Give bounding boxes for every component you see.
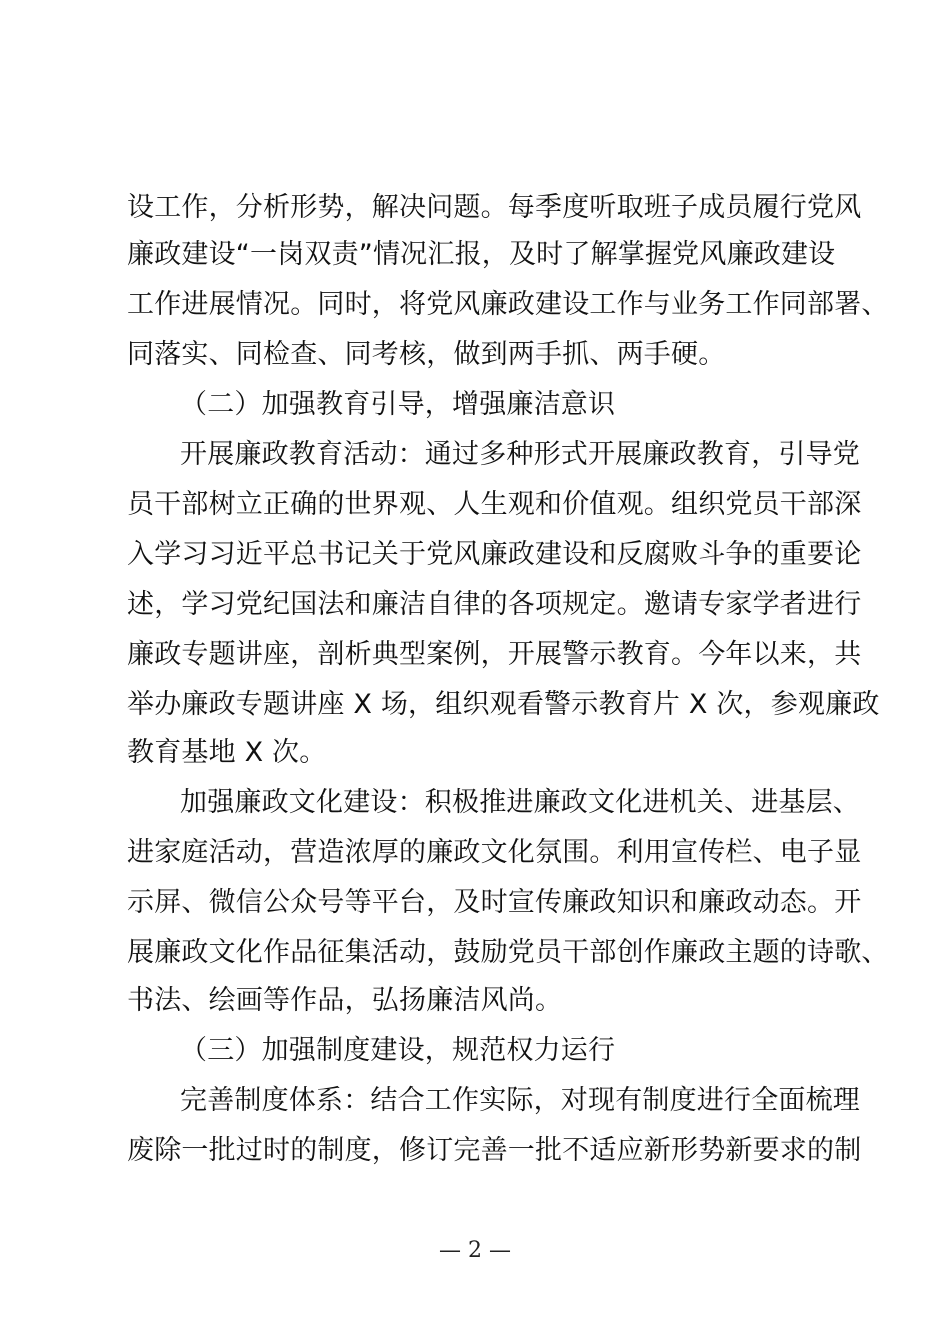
paragraph-line: 入学习习近平总书记关于党风廉政建设和反腐败斗争的重要论 <box>127 539 862 570</box>
paragraph-line: 员干部树立正确的世界观、人生观和价值观。组织党员干部深 <box>127 489 862 520</box>
paragraph-line: 书法、绘画等作品，弘扬廉洁风尚。 <box>127 985 563 1016</box>
section-heading: （二）加强教育引导，增强廉洁意识 <box>180 389 616 420</box>
paragraph-line: 示屏、微信公众号等平台，及时宣传廉政知识和廉政动态。开 <box>127 887 862 918</box>
paragraph-line: 开展廉政教育活动：通过多种形式开展廉政教育，引导党 <box>180 439 860 470</box>
paragraph-line: 举办廉政专题讲座 X 场，组织观看警示教育片 X 次，参观廉政 <box>127 689 880 720</box>
paragraph-line: 废除一批过时的制度，修订完善一批不适应新形势新要求的制 <box>127 1135 862 1166</box>
paragraph-line: 工作进展情况。同时，将党风廉政建设工作与业务工作同部署、 <box>127 289 889 320</box>
paragraph-line: 进家庭活动，营造浓厚的廉政文化氛围。利用宣传栏、电子显 <box>127 837 862 868</box>
paragraph-line: 教育基地 X 次。 <box>127 737 327 768</box>
paragraph-line: 同落实、同检查、同考核，做到两手抓、两手硬。 <box>127 339 726 370</box>
paragraph-line: 展廉政文化作品征集活动，鼓励党员干部创作廉政主题的诗歌、 <box>127 937 889 968</box>
page-number: — 2 — <box>439 1238 511 1263</box>
paragraph-line: 廉政专题讲座，剖析典型案例，开展警示教育。今年以来，共 <box>127 639 862 670</box>
paragraph-line: 完善制度体系：结合工作实际，对现有制度进行全面梳理 <box>180 1085 860 1116</box>
section-heading: （三）加强制度建设，规范权力运行 <box>180 1035 616 1066</box>
paragraph-line: 设工作，分析形势，解决问题。每季度听取班子成员履行党风 <box>127 192 862 223</box>
paragraph-line: 加强廉政文化建设：积极推进廉政文化进机关、进基层、 <box>180 787 860 818</box>
paragraph-line: 廉政建设“一岗双责”情况汇报，及时了解掌握党风廉政建设 <box>127 239 836 270</box>
paragraph-line: 述，学习党纪国法和廉洁自律的各项规定。邀请专家学者进行 <box>127 589 862 620</box>
